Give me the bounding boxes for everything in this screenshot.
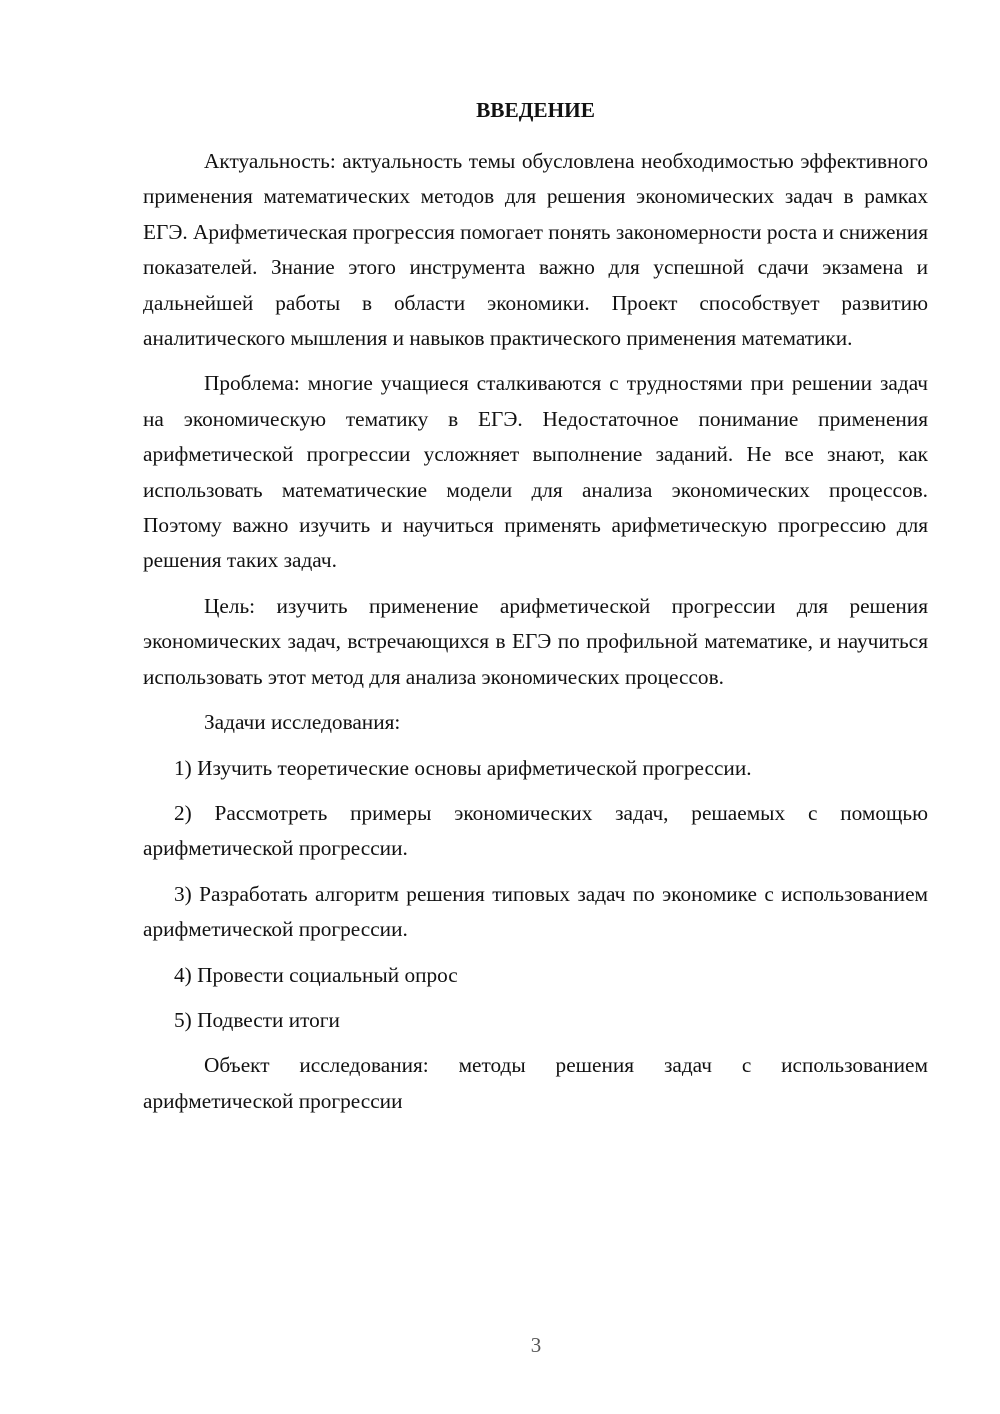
page-content (143, 93, 928, 1129)
task-item: 3) Разработать алгоритм решения типовых задач по экономике с использованием арифметической прогрессии. (143, 881, 928, 942)
task-item: 4) Провести социальный опрос (174, 962, 458, 987)
page-number: 3 (530, 1333, 542, 1357)
task-item: 5) Подвести итоги (174, 1007, 340, 1032)
problem-paragraph: Проблема: многие учащиеся сталкиваются с трудностями при решении задач на экономическую тематику в ЕГЭ. Недостаточное понимание применения арифметической прогрессии усложняет выполнение заданий. Не все знают, как использовать математические модели для анализа экономических процессов. Поэтому важно изучить и научиться применять арифметическую прогрессию для решения таких задач. (143, 371, 928, 573)
goal-paragraph: Цель: изучить применение арифметической прогрессии для решения экономических задач, встречающихся в ЕГЭ по профильной математике, и научиться использовать этот метод для анализа экономических процессов. (143, 593, 928, 689)
relevance-paragraph: Актуальность: актуальность темы обусловлена необходимостью эффективного применения математических методов для решения экономических задач в рамках ЕГЭ. Арифметическая прогрессия помогает понять закономерности роста и снижения показателей. Знание этого инструмента важно для успешной сдачи экзамена и дальнейшей работы в области экономики. Проект способствует развитию аналитического мышления и навыков практического применения математики. (143, 149, 928, 351)
tasks-heading: Задачи исследования: (204, 710, 401, 735)
task-item: 1) Изучить теоретические основы арифметической прогрессии. (174, 755, 752, 780)
object-paragraph: Объект исследования: методы решения задач с использованием арифметической прогрессии (143, 1053, 928, 1113)
section-title: ВВЕДЕНИЕ (476, 98, 595, 122)
task-item: 2) Рассмотреть примеры экономических задач, решаемых с помощью арифметической прогрессии. (143, 800, 928, 861)
